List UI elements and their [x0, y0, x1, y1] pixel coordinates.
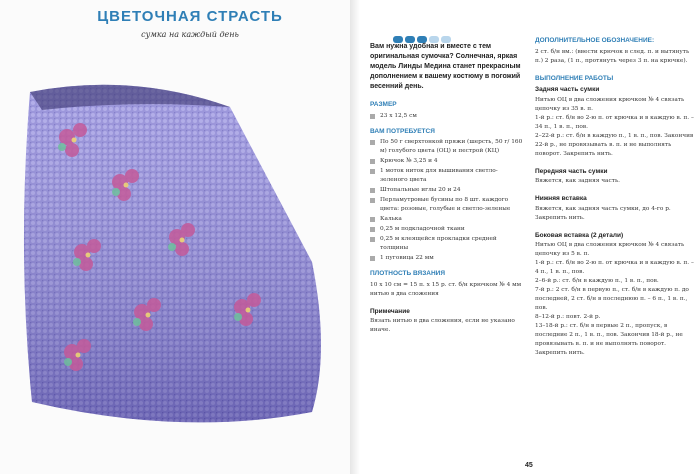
- front-text: Вяжется, как задняя часть.: [535, 178, 620, 184]
- size-value: 23 х 12,5 см: [370, 112, 525, 121]
- side-row-13: 13–18-й р.: ст. б/н в первые 2 п., пропуск, в последние 2 п., 1 в. п., пов. Закончив 18-й р., не провязывать в. п. и не выполнять поворот. Закрепить нить.: [535, 323, 683, 356]
- page-gutter: [350, 0, 360, 474]
- page-subtitle: сумка на каждый день: [141, 30, 239, 39]
- side-heading: Боковая вставка (2 детали): [535, 231, 624, 239]
- note-text: Вязать нитью в два сложения, если не указано иначе.: [370, 318, 515, 333]
- note-heading: Примечание: [370, 307, 410, 315]
- front-heading: Передняя часть сумки: [535, 167, 608, 175]
- page-title: ЦВЕТОЧНАЯ СТРАСТЬ: [97, 8, 283, 25]
- bottom-text: Вяжется, как задняя часть сумки, до 4-го р. Закрепить нить.: [535, 205, 671, 221]
- back-row-2: 2–22-й р.: ст. б/н в каждую п., 1 в. п., пов. Закончив 22-й р., не провязывать в. п. и не выполнять поворот. Закрепить нить.: [535, 132, 694, 157]
- density-heading: ПЛОТНОСТЬ ВЯЗАНИЯ: [370, 270, 445, 277]
- bottom-heading: Нижняя вставка: [535, 195, 587, 202]
- material-item: Крючок № 3,25 и 4: [370, 157, 525, 166]
- back-heading: Задняя часть сумки: [535, 86, 600, 93]
- work-heading: ВЫПОЛНЕНИЕ РАБОТЫ: [535, 74, 614, 82]
- extra-text: 2 ст. б/н вм.: (ввести крючок в след. п. и вытянуть п.) 2 раза, (1 п., протянуть через 3 п. на крючке).: [535, 48, 690, 64]
- density-text: 10 х 10 см = 15 п. х 15 р. ст. б/н крючком № 4 мм нитью в два сложения: [370, 281, 522, 297]
- material-item: 0,25 м клеящейся прокладки средней толщины: [370, 235, 525, 253]
- extra-heading: ДОПОЛНИТЕЛЬНОЕ ОБОЗНАЧЕНИЕ:: [535, 37, 655, 44]
- material-item: 1 моток ниток для вышивания светло-зеленого цвета: [370, 167, 525, 185]
- materials-heading: ВАМ ПОТРЕБУЕТСЯ: [370, 127, 435, 135]
- side-text: Нитью ОЦ в два сложения крючком № 4 связать цепочку из 5 в. п.: [535, 242, 685, 257]
- right-page: [360, 0, 700, 474]
- material-item: Калька: [370, 215, 525, 224]
- side-row-2: 2–6-й р.: ст. б/н в каждую п., 1 в. п., пов.: [535, 278, 659, 284]
- material-item: По 50 г сверхтонкой пряжи (шерсть, 50 г/ 160 м) голубого цвета (ОЦ) и пестрой (КЦ): [370, 138, 525, 156]
- size-heading: РАЗМЕР: [370, 101, 397, 108]
- material-item: 0,25 м подкладочной ткани: [370, 225, 525, 234]
- right-column: [535, 30, 695, 358]
- side-row-1: 1-й р.: ст. б/н во 2-ю п. от крючка и в каждую в. п. – 4 п., 1 в. п., пов.: [535, 260, 694, 275]
- materials-list: [370, 138, 525, 263]
- crochet-bag-photo: [12, 52, 337, 452]
- material-item: 1 пуговица 22 мм: [370, 254, 525, 263]
- material-item: Штопальные иглы 20 и 24: [370, 186, 525, 195]
- side-row-8: 8–12-й р.: повт. 2-й р.: [535, 314, 601, 320]
- back-row-1: 1-й р.: ст. б/н во 2-ю п. от крючка и в каждую в. п. – 34 п., 1 в. п., пов.: [535, 114, 694, 130]
- left-column: [370, 42, 525, 335]
- side-row-7: 7-й р.: 2 ст. б/н в первую п., ст. б/н в каждую п. до последней, 2 ст. б/н в последнюю п. – 6 п., 1 в. п., пов.: [535, 287, 689, 311]
- page-number: 45: [525, 462, 533, 469]
- intro-text: Вам нужна удобная и вместе с тем оригинальная сумочка? Солнечная, яркая модель Линды Медина станет прекрасным дополнением к вашему костюму в погожий весенний день.: [370, 43, 521, 90]
- size-list: [370, 112, 525, 121]
- back-text: Нитью ОЦ в два сложения крючком № 4 связать цепочку из 35 в. п.: [535, 96, 685, 112]
- material-item: Перламутровые бусины по 8 шт. каждого цвета: розовые, голубые и светло-зеленые: [370, 196, 525, 214]
